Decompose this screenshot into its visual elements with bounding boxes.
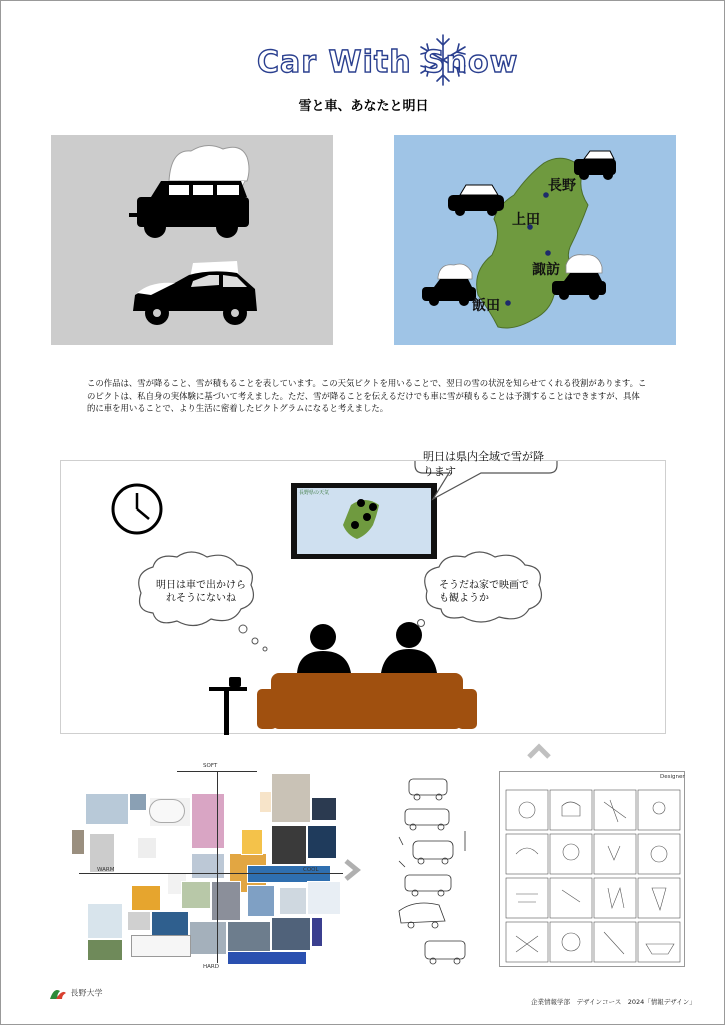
city-suwa: 諏訪 [532,262,560,278]
living-room-scene [60,450,666,734]
thought-right-text: そうだね家で映画でも観ようか [439,580,529,604]
nagano-map-panel [394,135,676,345]
axis-label-soft: SOFT [203,763,218,769]
moodboard [71,763,351,973]
nagano-map [394,135,676,345]
snow-car-pictograms [51,135,333,345]
person-icon [381,622,437,673]
sedan-icon [133,261,257,325]
sofa-icon [257,673,477,729]
university-name: 長野大学 [70,988,103,998]
page-title: Car With Snow [257,45,519,80]
thought-left-text: 明日は車で出かけられそうにないね [156,580,246,604]
side-table-icon [209,677,247,735]
speech-bubble-text: 明日は県内全域で雪が降ります [423,450,544,478]
chevron-up-icon [525,741,553,761]
car-icon [574,151,616,180]
sketch-cars [395,771,495,971]
city-iida: 飯田 [472,298,500,314]
axis-label-hard: HARD [203,964,219,970]
axis-label-cool: COOL [303,867,319,873]
clock-icon [113,485,161,533]
sketch-grid [499,771,685,967]
designer-label: Designer [660,774,685,780]
chevron-right-icon [341,857,363,883]
city-nagano: 長野 [548,178,576,194]
axis-label-warm: WARM [97,867,115,873]
scene-illustration [61,461,667,735]
snow-car-icon [422,264,476,306]
person-icon [297,624,351,673]
tv-label: 長野県の天気 [299,490,330,496]
university-logo [48,985,103,1001]
course-footer: 企業情報学部 デザインコース 2024「情報デザイン」 [531,998,696,1006]
pictogram-panel [51,135,333,345]
car-icon [448,185,504,216]
page-subtitle: 雪と車、あなたと明日 [298,99,429,114]
description-text: この作品は、雪が降ること、雪が積もることを表しています。この天気ピクトを用いることで、翌日の雪の状況を知らせてくれる役割があります。このピクトは、私自身の実体験に基づいて考えました。ただ、雪が降ることを伝えるだけでも車に雪が積もることは予測することはできますが、具体的に車を用いることで、より生活に密着したピクトグラムになると考えました。 [87,378,647,413]
suv-icon [129,181,249,238]
city-ueda: 上田 [512,212,540,228]
university-logo-icon [48,985,68,1001]
